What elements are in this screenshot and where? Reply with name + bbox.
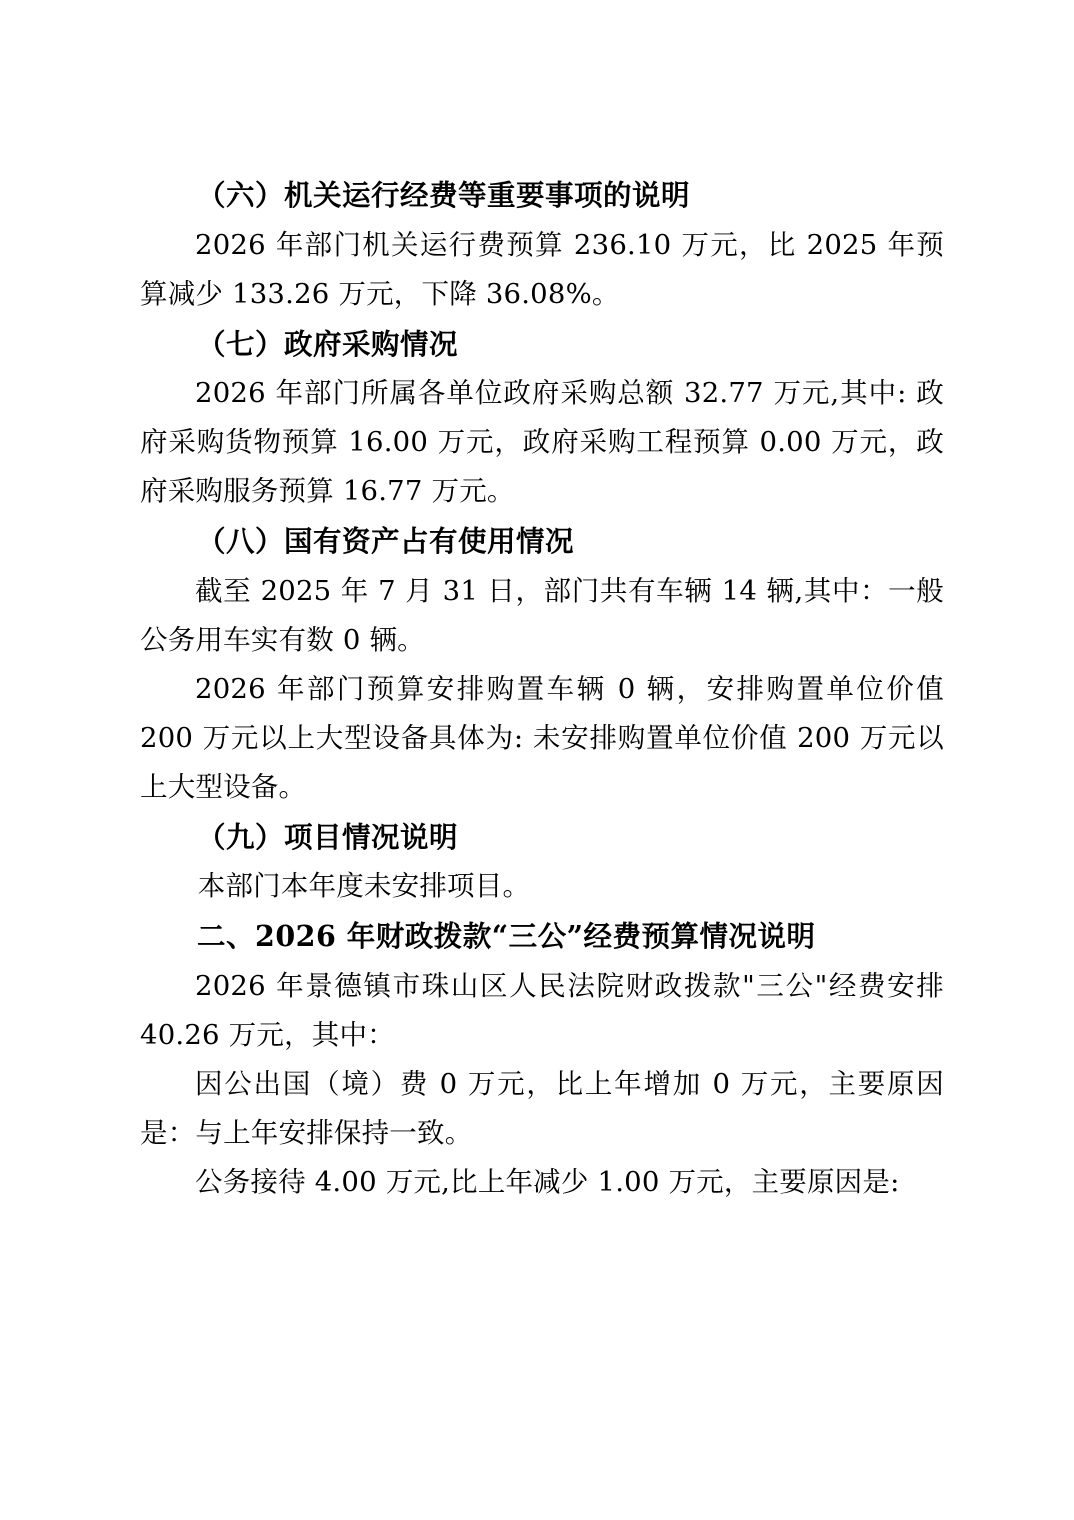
paragraph-operating-expenses: 2026 年部门机关运行费预算 236.10 万元，比 2025 年预算减少 133.26 万元，下降 36.08%。: [140, 228, 944, 310]
heading-section-2: 二、2026 年财政拨款“三公”经费预算情况说明: [197, 919, 816, 954]
paragraph-state-assets-equipment: 2026 年部门预算安排购置车辆 0 辆，安排购置单位价值 200 万元以上大型设备具体为: 未安排购置单位价值 200 万元以上大型设备。: [140, 672, 944, 803]
heading-section-6: （六）机关运行经费等重要事项的说明: [197, 178, 691, 212]
paragraph-government-procurement: 2026 年部门所属各单位政府采购总额 32.77 万元,其中: 政府采购货物预算 16.00 万元，政府采购工程预算 0.00 万元，政府采购服务预算 16.77 万元。: [140, 377, 944, 508]
paragraph-official-reception: 公务接待 4.00 万元,比上年减少 1.00 万元，主要原因是:: [195, 1165, 900, 1198]
paragraph-no-projects: 本部门本年度未安排项目。: [197, 870, 531, 903]
paragraph-overseas-travel: 因公出国（境）费 0 万元，比上年增加 0 万元，主要原因是：与上年安排保持一致。: [140, 1067, 944, 1149]
heading-section-7: （七）政府采购情况: [197, 326, 459, 361]
heading-section-9: （九）项目情况说明: [197, 819, 459, 854]
heading-section-8: （八）国有资产占有使用情况: [197, 524, 575, 559]
paragraph-state-assets-vehicles: 截至 2025 年 7 月 31 日，部门共有车辆 14 辆,其中：一般公务用车实有数 0 辆。: [140, 574, 944, 656]
document-body: [140, 170, 944, 1207]
paragraph-three-public-total: 2026 年景德镇市珠山区人民法院财政拨款"三公"经费安排 40.26 万元，其中：: [140, 969, 944, 1051]
